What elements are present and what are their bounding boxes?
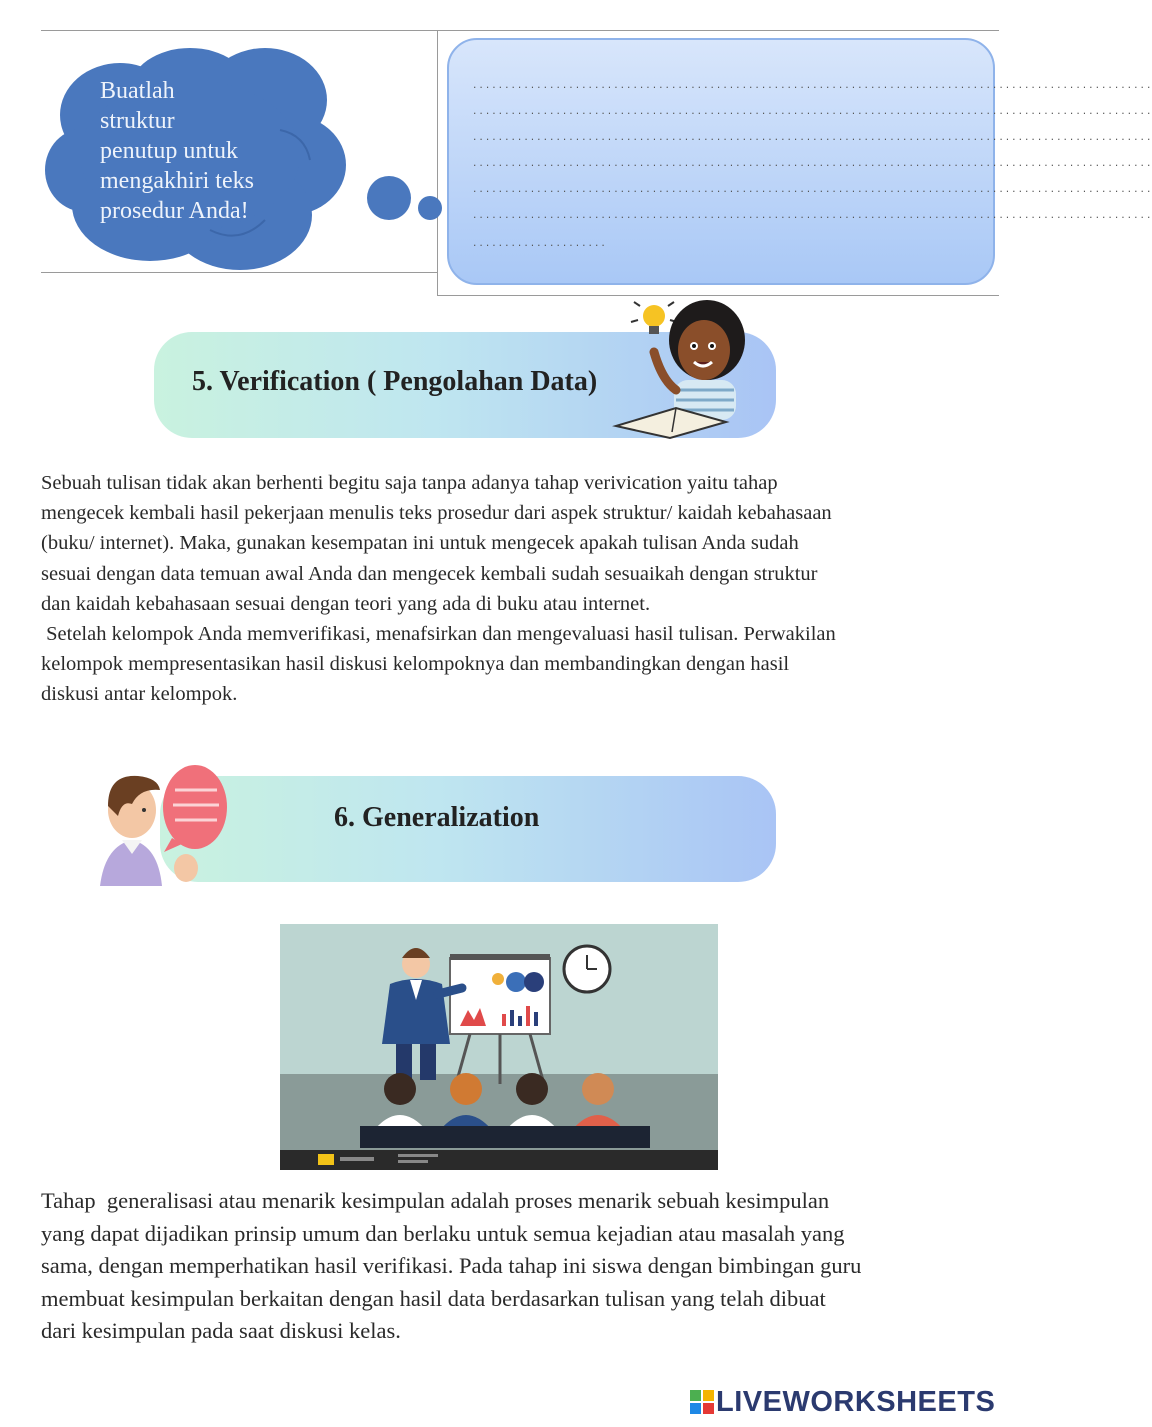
paragraph-line: dan kaidah kebahasaan sesuai dengan teori yang ada di buku atau internet. xyxy=(41,592,651,615)
answer-line: .......................................................................................................... xyxy=(472,185,1152,195)
paragraph-line: Sebuah tulisan tidak akan berhenti begitu saja tanpa adanya tahap verivication yaitu tahap xyxy=(41,472,778,494)
speaking-man-icon xyxy=(100,760,235,886)
section6-title: 6. Generalization xyxy=(334,802,540,833)
paragraph-line: diskusi antar kelompok. xyxy=(41,683,238,706)
paragraph-line: (buku/ internet). Maka, gunakan kesempatan ini untuk mengecek apakah tulisan Anda sudah xyxy=(41,532,799,555)
cloud-line: prosedur Anda! xyxy=(100,198,249,224)
cloud-prompt-text xyxy=(100,76,300,224)
paragraph-line: membuat kesimpulan berkaitan dengan hasil data berdasarkan tulisan yang telah dibuat xyxy=(41,1285,826,1311)
presentation-illustration xyxy=(280,924,718,1170)
liveworksheets-logo[interactable] xyxy=(690,1386,995,1418)
liveworksheets-logo-icon xyxy=(690,1390,714,1414)
cloud-line: struktur xyxy=(100,108,175,134)
table-bottom-border-right xyxy=(437,295,999,296)
liveworksheets-brand: LIVEWORKSHEETS xyxy=(716,1385,996,1418)
classroom-presentation-icon xyxy=(280,924,718,1170)
paragraph-line: sesuai dengan data temuan awal Anda dan mengecek kembali sudah sesuaikah dengan struktur xyxy=(41,562,818,585)
answer-line: .......................................................................................................... xyxy=(472,107,1152,117)
cloud-line: mengakhiri teks xyxy=(100,168,254,194)
section5-paragraph xyxy=(41,468,961,710)
paragraph-line: Tahap generalisasi atau menarik kesimpulan adalah proses menarik sebuah kesimpulan xyxy=(41,1188,830,1213)
section5-title: 5. Verification ( Pengolahan Data) xyxy=(192,366,598,397)
answer-line: ..................... xyxy=(472,239,607,249)
paragraph-line: kelompok mempresentasikan hasil diskusi kelompoknya dan membandingkan dengan hasil xyxy=(41,653,790,676)
answer-line: .......................................................................................................... xyxy=(472,81,1152,91)
paragraph-line: Setelah kelompok Anda memverifikasi, menafsirkan dan mengevaluasi hasil tulisan. Perwakilan xyxy=(41,623,836,646)
answer-line: .......................................................................................................... xyxy=(472,211,1152,221)
paragraph-line: sama, dengan memperhatikan hasil verifikasi. Pada tahap ini siswa dengan bimbingan guru xyxy=(41,1253,862,1279)
paragraph-line: dari kesimpulan pada saat diskusi kelas. xyxy=(41,1318,401,1344)
student-lightbulb-icon xyxy=(612,298,752,438)
answer-line: .......................................................................................................... xyxy=(472,133,1152,143)
paragraph-line: yang dapat dijadikan prinsip umum dan berlaku untuk semua kejadian atau masalah yang xyxy=(41,1220,845,1246)
cloud-line: penutup untuk xyxy=(100,138,238,164)
section6-paragraph xyxy=(41,1185,961,1348)
cloud-line: Buatlah xyxy=(100,78,175,104)
answer-line: .......................................................................................................... xyxy=(472,159,1152,169)
paragraph-line: mengecek kembali hasil pekerjaan menulis teks prosedur dari aspek struktur/ kaidah kebahasaan xyxy=(41,502,832,525)
